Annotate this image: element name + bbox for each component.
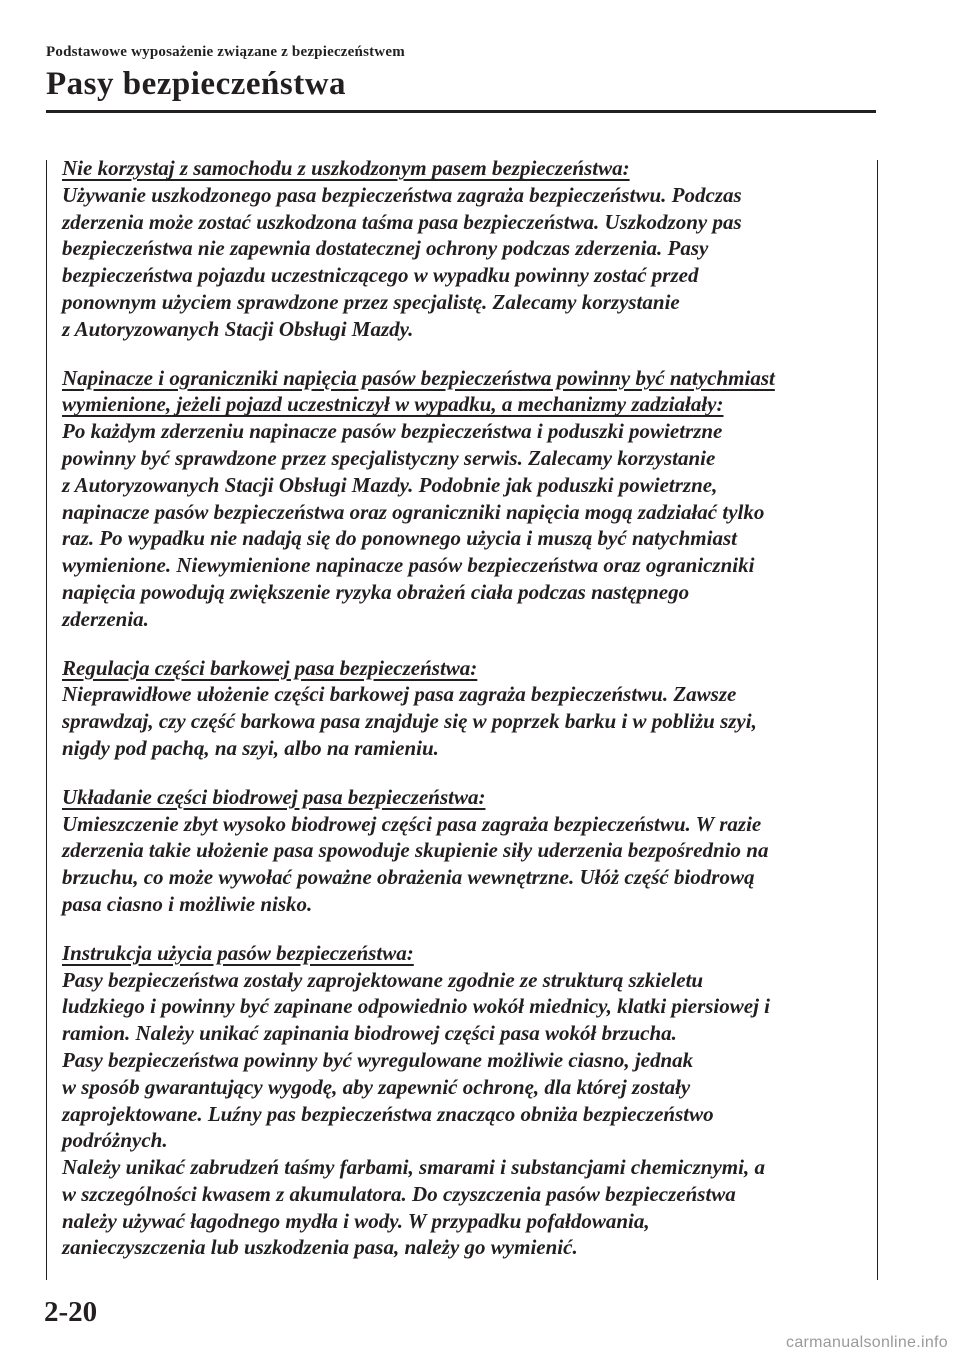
section-body-line: ramion. Należy unikać zapinania biodrowej części pasa wokół brzucha. [62,1021,677,1046]
section-body-line: podróżnych. [62,1128,168,1153]
section-body-line: zanieczyszczenia lub uszkodzenia pasa, należy go wymienić. [62,1235,578,1260]
section-usage-instructions [62,940,870,1262]
section-heading: Układanie części biodrowej pasa bezpieczeństwa: [62,784,486,809]
page-number: 2-20 [44,1296,98,1328]
breadcrumb: Podstawowe wyposażenie związane z bezpieczeństwem [46,44,405,60]
section-body-line: w szczególności kwasem z akumulatora. Do czyszczenia pasów bezpieczeństwa [62,1181,736,1206]
section-body-line: wymienione. Niewymienione napinacze pasów bezpieczeństwa oraz ograniczniki [62,553,755,578]
section-body-line: bezpieczeństwa nie zapewnia dostatecznej ochrony podczas zderzenia. Pasy [62,236,709,261]
title-rule [46,110,876,113]
section-body-line: bezpieczeństwa pojazdu uczestniczącego w wypadku powinny zostać przed [62,263,699,288]
section-body-line: zderzenia może zostać uszkodzona taśma pasa bezpieczeństwa. Uszkodzony pas [62,209,742,234]
section-body-line: Umieszczenie zbyt wysoko biodrowej części pasa zagraża bezpieczeństwu. W razie [62,811,762,836]
section-body-line: raz. Po wypadku nie nadają się do ponownego użycia i muszą być natychmiast [62,526,737,551]
section-body-line: nigdy pod pachą, na szyi, albo na ramieniu. [62,735,439,760]
section-body-line: zderzenia takie ułożenie pasa spowoduje skupienie siły uderzenia bezpośrednio na [62,838,769,863]
section-pretensioners [62,365,870,633]
section-heading: Nie korzystaj z samochodu z uszkodzonym pasem bezpieczeństwa: [62,156,630,180]
section-body-line: napinacze pasów bezpieczeństwa oraz ograniczniki napięcia mogą zadziałać tylko [62,499,765,524]
section-body-line: zderzenia. [62,606,149,631]
section-body-line: z Autoryzowanych Stacji Obsługi Mazdy. [62,316,414,341]
section-body-line: pasa ciasno i możliwie nisko. [62,891,313,916]
watermark: carmanualsonline.info [786,1334,948,1351]
section-body-line: z Autoryzowanych Stacji Obsługi Mazdy. Podobnie jak poduszki powietrzne, [62,472,718,497]
section-shoulder-belt [62,655,870,762]
section-heading: Regulacja części barkowej pasa bezpieczeństwa: [62,655,478,680]
section-body-line: w sposób gwarantujący wygodę, aby zapewnić ochronę, dla której zostały [62,1074,691,1099]
section-body-line: Używanie uszkodzonego pasa bezpieczeństwa zagraża bezpieczeństwu. Podczas [62,182,742,207]
section-body-line: zaprojektowane. Luźny pas bezpieczeństwa znacząco obniża bezpieczeństwo [62,1101,714,1126]
section-body-line: Pasy bezpieczeństwa powinny być wyregulowane możliwie ciasno, jednak [62,1047,694,1072]
section-body-line: sprawdzaj, czy część barkowa pasa znajduje się w poprzek barku i w pobliżu szyi, [62,709,757,734]
warning-box-right-border [877,160,878,1280]
section-body-line: należy używać łagodnego mydła i wody. W przypadku pofałdowania, [62,1208,650,1233]
section-body-line: Należy unikać zabrudzeń taśmy farbami, smarami i substancjami chemicznymi, a [62,1155,765,1180]
section-body-line: Po każdym zderzeniu napinacze pasów bezpieczeństwa i poduszki powietrzne [62,419,723,444]
section-body-line: powinny być sprawdzone przez specjalistyczny serwis. Zalecamy korzystanie [62,445,716,470]
warning-content [62,155,870,1283]
section-heading: wymienione, jeżeli pojazd uczestniczył w wypadku, a mechanizmy zadziałały: [62,392,724,417]
warning-box-left-border [46,160,47,1280]
section-body-line: Nieprawidłowe ułożenie części barkowej pasa zagraża bezpieczeństwu. Zawsze [62,682,737,707]
section-body-line: ponownym użyciem sprawdzone przez specjalistę. Zalecamy korzystanie [62,289,680,314]
section-body-line: Pasy bezpieczeństwa zostały zaprojektowane zgodnie ze strukturą szkieletu [62,967,704,992]
section-lap-belt [62,784,870,918]
section-body-line: napięcia powodują zwiększenie ryzyka obrażeń ciała podczas następnego [62,579,690,604]
section-heading: Napinacze i ograniczniki napięcia pasów bezpieczeństwa powinny być natychmiast [62,365,775,390]
section-body-line: brzuchu, co może wywołać poważne obrażenia wewnętrzne. Ułóż część biodrową [62,865,755,890]
page-title: Pasy bezpieczeństwa [46,66,347,102]
section-damaged-belt [62,155,870,343]
section-heading: Instrukcja użycia pasów bezpieczeństwa: [62,940,414,965]
section-body-line: ludzkiego i powinny być zapinane odpowiednio wokół miednicy, klatki piersiowej i [62,994,770,1019]
